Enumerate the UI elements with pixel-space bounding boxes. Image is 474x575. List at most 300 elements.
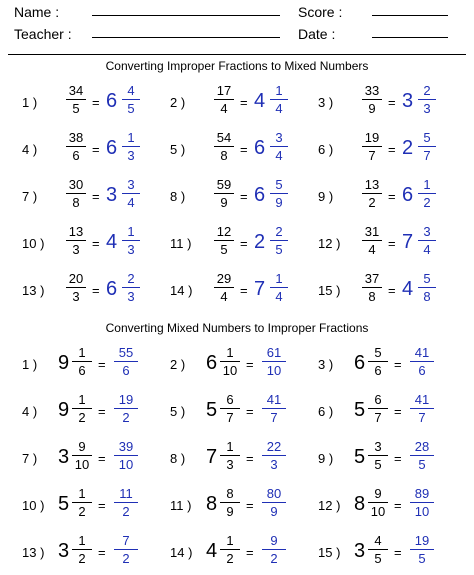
equals-sign: = [394,451,402,466]
answer-fraction-denominator: 2 [122,551,130,566]
problem-item [170,343,310,387]
problem-number: 13 ) [22,283,45,298]
mixed-fraction-numerator: 6 [226,392,234,407]
equals-sign: = [246,357,254,372]
answer-fraction-bar [418,99,436,100]
answer-fraction [262,533,286,566]
answer-fraction-numerator: 41 [414,345,430,360]
improper-fraction-numerator: 13 [68,224,84,239]
answer-improper-fraction [114,484,154,528]
mixed-fraction-numerator: 1 [78,345,86,360]
improper-fraction [214,130,234,163]
score-field[interactable] [372,15,448,16]
mixed-fraction [220,533,240,566]
improper-fraction-bar [362,287,382,288]
improper-fraction [362,224,382,257]
answer-fraction-numerator: 2 [423,83,431,98]
improper-fraction-denominator: 4 [220,289,228,304]
problem-item [318,269,458,313]
problem-number: 8 ) [170,189,186,204]
improper-fraction-numerator: 17 [216,83,232,98]
problem-number: 4 ) [22,142,38,157]
mixed-fraction-denominator: 10 [222,363,238,378]
mixed-fraction [72,392,92,425]
mixed-fraction-numerator: 1 [226,533,234,548]
section2-title: Converting Mixed Numbers to Improper Fractions [105,321,369,335]
problem-number: 6 ) [318,142,334,157]
answer-fraction-numerator: 19 [414,533,430,548]
answer-whole: 3 [106,184,118,206]
header-divider [8,54,466,55]
improper-fraction-numerator: 29 [216,271,232,286]
answer-fraction-bar [410,361,434,362]
answer-fraction [410,533,434,566]
improper-fraction [66,224,86,257]
answer-fraction-numerator: 1 [275,271,283,286]
answer-whole: 7 [402,231,414,253]
answer-fraction [270,224,288,257]
answer-improper-fraction [262,531,302,575]
answer-fraction-denominator: 7 [418,410,426,425]
improper-fraction-denominator: 9 [220,195,228,210]
mixed-fraction [368,439,388,472]
answer-fraction [122,130,140,163]
name-label: Name : [14,4,60,20]
answer-fraction-denominator: 4 [423,242,431,257]
mixed-whole: 9 [58,352,70,374]
answer-fraction-denominator: 3 [270,457,278,472]
answer-fraction-numerator: 3 [275,130,283,145]
equals-sign: = [240,283,248,298]
improper-fraction [362,271,382,304]
improper-fraction-numerator: 19 [364,130,380,145]
answer-fraction-bar [262,502,286,503]
score-label: Score : [298,4,343,20]
equals-sign: = [98,545,106,560]
mixed-fraction-denominator: 6 [78,363,86,378]
answer-fraction-numerator: 9 [270,533,278,548]
improper-fraction-numerator: 30 [68,177,84,192]
problem-number: 5 ) [170,404,186,419]
answer-fraction-bar [418,240,436,241]
answer-improper-fraction [262,484,302,528]
mixed-whole: 5 [206,399,218,421]
answer-fraction [262,486,286,519]
answer-fraction-denominator: 10 [414,504,430,519]
answer-fraction-numerator: 61 [266,345,282,360]
answer-fraction-bar [122,240,140,241]
mixed-fraction-denominator: 2 [78,504,86,519]
improper-fraction-numerator: 31 [364,224,380,239]
equals-sign: = [98,357,106,372]
answer-mixed-number [106,175,156,219]
answer-fraction-bar [270,240,288,241]
answer-improper-fraction [410,531,450,575]
mixed-fraction [368,345,388,378]
problem-item [170,484,310,528]
improper-fraction-numerator: 13 [364,177,380,192]
answer-fraction-denominator: 3 [127,148,135,163]
problem-number: 12 ) [318,236,341,251]
answer-fraction-numerator: 11 [119,486,133,501]
answer-improper-fraction [262,343,302,387]
problem-item [170,437,310,481]
answer-fraction [122,83,140,116]
mixed-fraction-bar [368,549,388,550]
improper-fraction-denominator: 8 [368,289,376,304]
problem-number: 10 ) [22,236,45,251]
improper-fraction-denominator: 3 [72,289,80,304]
answer-mixed-number [402,81,452,125]
answer-fraction [262,439,286,472]
answer-fraction-denominator: 5 [418,551,426,566]
mixed-fraction-denominator: 7 [374,410,382,425]
answer-improper-fraction [114,343,154,387]
answer-improper-fraction [262,437,302,481]
mixed-whole: 3 [58,446,70,468]
answer-mixed-number [402,128,452,172]
answer-mixed-number [254,269,304,313]
equals-sign: = [394,404,402,419]
answer-fraction-numerator: 1 [423,177,431,192]
answer-fraction [410,345,434,378]
answer-fraction [114,486,138,519]
problem-number: 4 ) [22,404,38,419]
answer-fraction-bar [418,193,436,194]
answer-fraction [270,177,288,210]
answer-whole: 2 [402,137,414,159]
problem-item [318,222,458,266]
answer-fraction-denominator: 3 [127,289,135,304]
answer-fraction-numerator: 89 [414,486,430,501]
improper-fraction-numerator: 34 [68,83,84,98]
answer-fraction-numerator: 22 [266,439,282,454]
answer-mixed-number [254,222,304,266]
equals-sign: = [92,189,100,204]
answer-fraction-denominator: 4 [275,101,283,116]
answer-whole: 6 [106,90,118,112]
answer-fraction-denominator: 5 [418,457,426,472]
teacher-field[interactable] [92,37,280,38]
answer-fraction [114,533,138,566]
answer-fraction-denominator: 7 [270,410,278,425]
answer-fraction [122,271,140,304]
answer-fraction-numerator: 41 [266,392,282,407]
improper-fraction-denominator: 6 [72,148,80,163]
mixed-fraction [220,392,240,425]
problem-item [318,437,458,481]
equals-sign: = [394,357,402,372]
equals-sign: = [240,189,248,204]
mixed-fraction-numerator: 4 [374,533,382,548]
problem-item [22,269,162,313]
answer-fraction-denominator: 2 [423,195,431,210]
mixed-fraction-numerator: 1 [226,439,234,454]
mixed-fraction-numerator: 6 [374,392,382,407]
answer-mixed-number [402,175,452,219]
improper-fraction-bar [214,193,234,194]
mixed-fraction-numerator: 1 [78,392,86,407]
problem-item [22,175,162,219]
improper-fraction [66,271,86,304]
mixed-whole: 8 [354,493,366,515]
answer-fraction-bar [114,455,138,456]
improper-fraction-denominator: 5 [72,101,80,116]
mixed-whole: 9 [58,399,70,421]
answer-improper-fraction [114,390,154,434]
answer-fraction-numerator: 1 [127,224,135,239]
mixed-whole: 3 [58,540,70,562]
mixed-fraction-bar [72,361,92,362]
improper-fraction-numerator: 37 [364,271,380,286]
problem-item [170,128,310,172]
answer-fraction-denominator: 4 [275,148,283,163]
mixed-fraction [220,439,240,472]
mixed-fraction-numerator: 9 [78,439,86,454]
answer-fraction-bar [410,502,434,503]
answer-mixed-number [106,269,156,313]
answer-fraction-denominator: 10 [266,363,282,378]
problem-number: 3 ) [318,357,334,372]
problem-item [318,531,458,575]
answer-fraction [418,177,436,210]
mixed-fraction-denominator: 2 [78,551,86,566]
answer-fraction [270,271,288,304]
answer-whole: 6 [106,278,118,300]
problem-number: 12 ) [318,498,341,513]
answer-fraction-numerator: 1 [275,83,283,98]
answer-fraction-numerator: 4 [127,83,135,98]
improper-fraction-bar [66,99,86,100]
equals-sign: = [388,95,396,110]
equals-sign: = [246,451,254,466]
mixed-fraction-denominator: 3 [226,457,234,472]
answer-mixed-number [254,175,304,219]
answer-whole: 7 [254,278,266,300]
answer-mixed-number [106,81,156,125]
problem-item [22,81,162,125]
answer-improper-fraction [114,437,154,481]
improper-fraction-denominator: 4 [220,101,228,116]
answer-fraction-denominator: 4 [127,195,135,210]
mixed-fraction-denominator: 5 [374,551,382,566]
improper-fraction [214,271,234,304]
mixed-fraction-bar [220,408,240,409]
answer-mixed-number [106,128,156,172]
mixed-fraction-bar [368,502,388,503]
mixed-fraction [368,392,388,425]
mixed-whole: 5 [354,446,366,468]
answer-fraction-numerator: 5 [423,130,431,145]
answer-fraction-bar [122,193,140,194]
problem-item [22,222,162,266]
answer-fraction-numerator: 19 [118,392,134,407]
improper-fraction-numerator: 12 [216,224,232,239]
improper-fraction-denominator: 8 [72,195,80,210]
answer-fraction-denominator: 6 [418,363,426,378]
answer-fraction-numerator: 5 [275,177,283,192]
problem-item [22,484,162,528]
problem-number: 15 ) [318,545,341,560]
answer-fraction-denominator: 5 [127,101,135,116]
problem-number: 13 ) [22,545,45,560]
answer-fraction [262,392,286,425]
problem-item [318,484,458,528]
mixed-fraction-bar [72,455,92,456]
problem-item [22,343,162,387]
answer-fraction-denominator: 2 [122,504,130,519]
answer-fraction [114,392,138,425]
answer-fraction [410,486,434,519]
equals-sign: = [98,498,106,513]
equals-sign: = [98,404,106,419]
answer-fraction-denominator: 7 [423,148,431,163]
problem-number: 9 ) [318,189,334,204]
answer-whole: 6 [254,137,266,159]
mixed-fraction [368,486,388,519]
answer-fraction-denominator: 10 [118,457,134,472]
answer-fraction [418,224,436,257]
answer-fraction-bar [410,408,434,409]
problem-number: 6 ) [318,404,334,419]
improper-fraction-bar [214,240,234,241]
improper-fraction-numerator: 20 [68,271,84,286]
answer-fraction-numerator: 2 [275,224,283,239]
answer-fraction [122,177,140,210]
improper-fraction-bar [214,287,234,288]
equals-sign: = [246,545,254,560]
problem-number: 10 ) [22,498,45,513]
improper-fraction-denominator: 9 [368,101,376,116]
answer-mixed-number [254,128,304,172]
answer-fraction-denominator: 2 [270,551,278,566]
problem-number: 15 ) [318,283,341,298]
mixed-whole: 8 [206,493,218,515]
improper-fraction [362,130,382,163]
answer-fraction-denominator: 6 [122,363,130,378]
mixed-fraction [72,345,92,378]
answer-fraction-bar [262,361,286,362]
answer-fraction-bar [270,146,288,147]
problem-item [318,390,458,434]
answer-mixed-number [254,81,304,125]
section1-title: Converting Improper Fractions to Mixed Numbers [105,59,369,73]
answer-fraction-bar [262,408,286,409]
mixed-fraction [72,533,92,566]
problem-number: 8 ) [170,451,186,466]
answer-fraction [410,439,434,472]
answer-improper-fraction [410,484,450,528]
problem-item [170,531,310,575]
mixed-fraction-denominator: 10 [74,457,90,472]
improper-fraction-denominator: 4 [368,242,376,257]
mixed-fraction-denominator: 10 [370,504,386,519]
improper-fraction [362,83,382,116]
answer-fraction-bar [410,455,434,456]
equals-sign: = [240,236,248,251]
improper-fraction-numerator: 54 [216,130,232,145]
problem-item [170,81,310,125]
answer-fraction-numerator: 39 [118,439,134,454]
answer-whole: 2 [254,231,266,253]
answer-fraction-bar [114,549,138,550]
mixed-fraction-numerator: 5 [374,345,382,360]
answer-fraction [410,392,434,425]
mixed-fraction-bar [72,502,92,503]
answer-fraction-numerator: 41 [414,392,430,407]
date-field[interactable] [372,37,448,38]
problem-item [22,531,162,575]
mixed-fraction-bar [220,455,240,456]
answer-improper-fraction [114,531,154,575]
equals-sign: = [98,451,106,466]
improper-fraction-bar [362,99,382,100]
mixed-fraction-bar [368,361,388,362]
mixed-fraction-bar [72,549,92,550]
problem-number: 7 ) [22,189,38,204]
answer-fraction-numerator: 55 [118,345,134,360]
answer-fraction-denominator: 2 [122,410,130,425]
problem-item [318,128,458,172]
answer-whole: 6 [254,184,266,206]
answer-fraction-bar [270,99,288,100]
improper-fraction-denominator: 5 [220,242,228,257]
answer-improper-fraction [410,390,450,434]
answer-fraction [270,130,288,163]
improper-fraction [66,177,86,210]
improper-fraction [362,177,382,210]
answer-fraction-bar [418,287,436,288]
answer-fraction-numerator: 1 [127,130,135,145]
equals-sign: = [92,95,100,110]
mixed-whole: 4 [206,540,218,562]
equals-sign: = [240,95,248,110]
improper-fraction-bar [214,146,234,147]
answer-fraction-bar [262,455,286,456]
mixed-fraction-denominator: 2 [226,551,234,566]
problem-number: 3 ) [318,95,334,110]
answer-mixed-number [106,222,156,266]
answer-fraction-bar [418,146,436,147]
problem-number: 5 ) [170,142,186,157]
problem-item [22,437,162,481]
answer-fraction-denominator: 4 [275,289,283,304]
answer-improper-fraction [410,343,450,387]
improper-fraction-bar [362,146,382,147]
problem-number: 7 ) [22,451,38,466]
mixed-fraction [220,486,240,519]
answer-improper-fraction [262,390,302,434]
answer-whole: 3 [402,90,414,112]
name-field[interactable] [92,15,280,16]
mixed-fraction-numerator: 1 [226,345,234,360]
problem-number: 14 ) [170,545,193,560]
improper-fraction [66,130,86,163]
improper-fraction-numerator: 33 [364,83,380,98]
answer-whole: 4 [254,90,266,112]
answer-fraction-numerator: 3 [423,224,431,239]
mixed-fraction-numerator: 1 [78,486,86,501]
answer-fraction [262,345,286,378]
mixed-fraction-numerator: 9 [374,486,382,501]
mixed-fraction-numerator: 1 [78,533,86,548]
equals-sign: = [246,404,254,419]
problem-item [170,269,310,313]
answer-fraction-bar [122,146,140,147]
answer-whole: 4 [106,231,118,253]
mixed-fraction-bar [368,455,388,456]
mixed-fraction-bar [72,408,92,409]
